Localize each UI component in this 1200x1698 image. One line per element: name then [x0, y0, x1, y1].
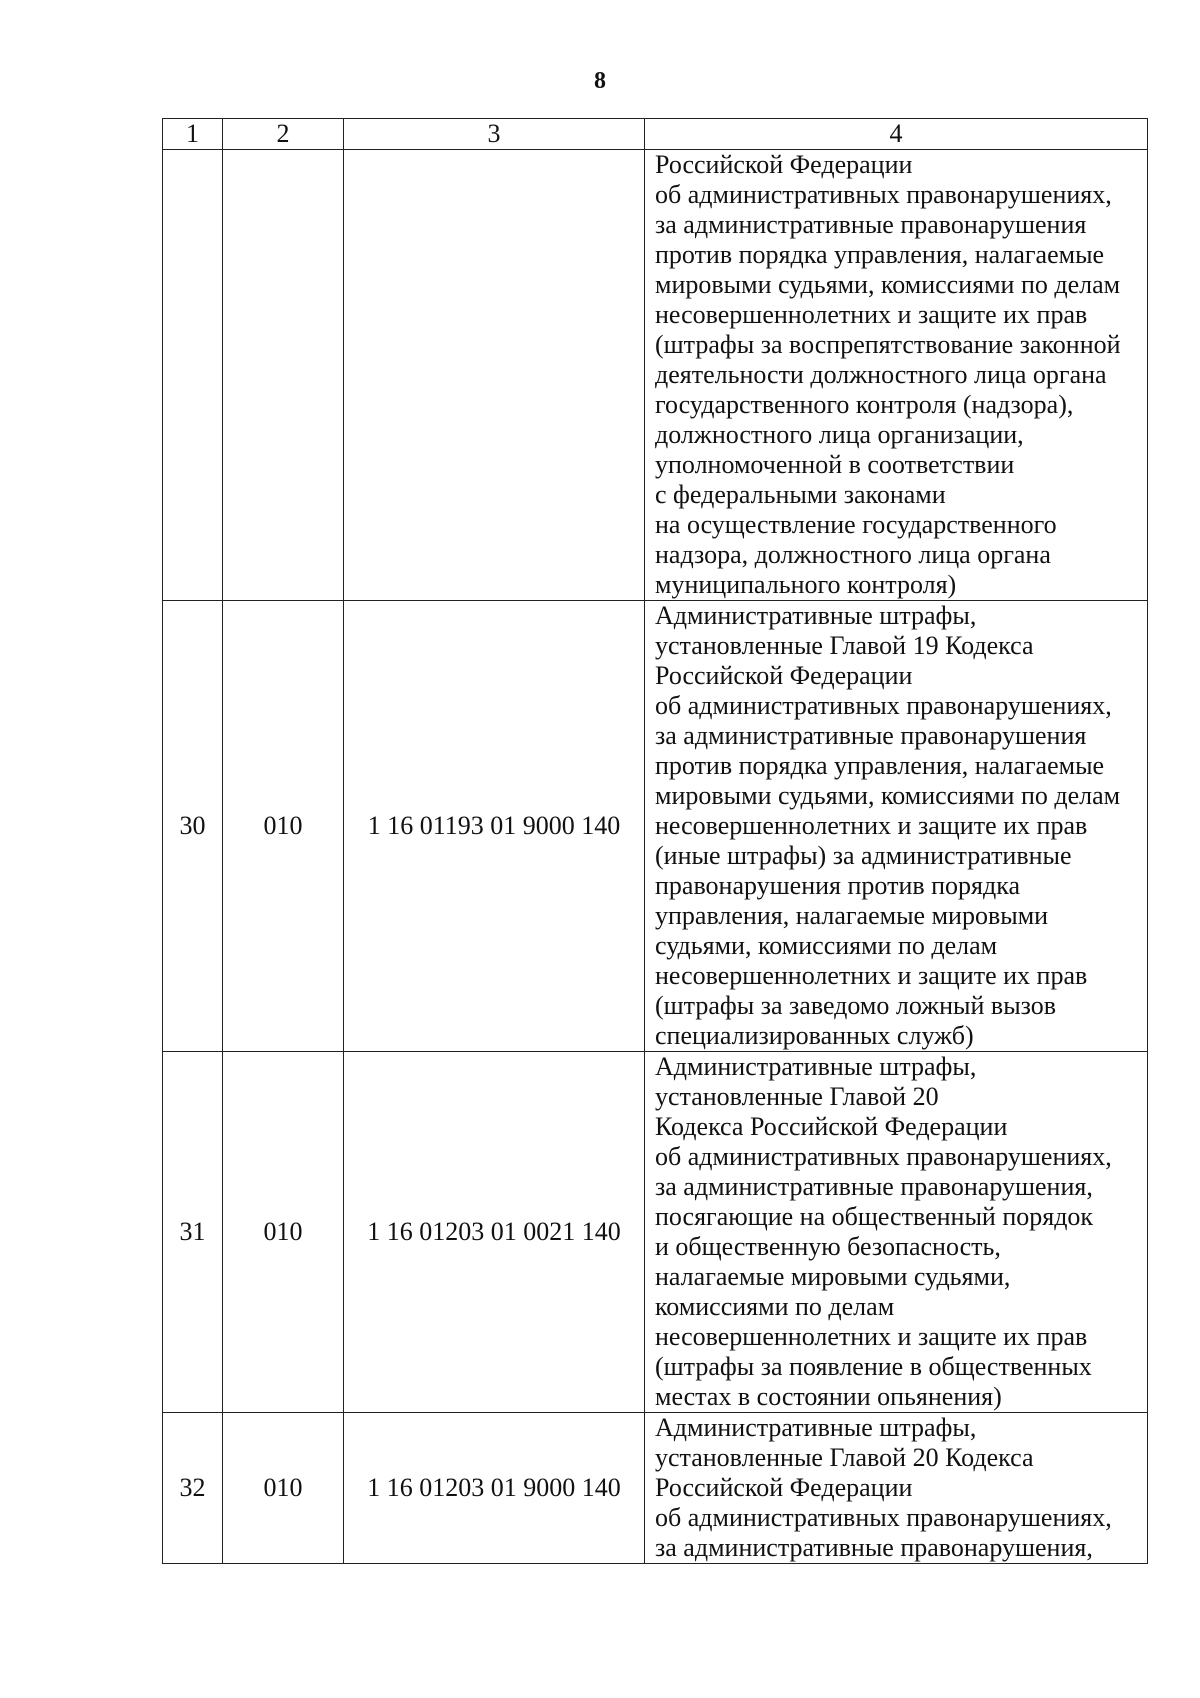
row-number-cell [163, 150, 223, 601]
description-line: должностного лица организации, [655, 420, 1024, 449]
description-line: комиссиями по делам [655, 1292, 895, 1321]
description-line: об административных правонарушениях, [655, 1142, 1112, 1171]
description-lines [655, 1052, 1143, 1412]
description-line: Административные штрафы, [655, 1413, 977, 1442]
description-line: несовершеннолетних и защите их прав [655, 811, 1088, 840]
table-body [163, 150, 1148, 1564]
description-line: специализированных служб) [655, 1021, 974, 1050]
description-line: Российской Федерации [655, 150, 913, 179]
revenue-description-cell [645, 150, 1148, 601]
description-line: несовершеннолетних и защите их прав [655, 300, 1088, 329]
description-line: (штрафы за появление в общественных [655, 1352, 1092, 1381]
admin-code-cell: 010 [223, 601, 344, 1052]
description-line: посягающие на общественный порядок [655, 1202, 1094, 1231]
header-row [163, 119, 1148, 150]
revenue-description-cell [645, 601, 1148, 1052]
description-line: об административных правонарушениях, [655, 1503, 1112, 1532]
column-header-4: 4 [645, 119, 1148, 150]
row-number-cell: 30 [163, 601, 223, 1052]
column-header-3: 3 [344, 119, 645, 150]
description-line: (штрафы за заведомо ложный вызов [655, 991, 1057, 1020]
description-line: об административных правонарушениях, [655, 180, 1112, 209]
budget-classification-code-cell: 1 16 01203 01 9000 140 [344, 1413, 645, 1564]
admin-code-cell: 010 [223, 1052, 344, 1413]
description-line: установленные Главой 20 Кодекса [655, 1443, 1034, 1472]
admin-code-cell [223, 150, 344, 601]
description-line: (штрафы за воспрепятствование законной [655, 330, 1121, 359]
description-line: Кодекса Российской Федерации [655, 1112, 1008, 1141]
table-header [163, 119, 1148, 150]
description-line: против порядка управления, налагаемые [655, 751, 1105, 780]
description-line: деятельности должностного лица органа [655, 360, 1107, 389]
budget-classification-code-cell [344, 150, 645, 601]
row-number-cell: 32 [163, 1413, 223, 1564]
description-line: за административные правонарушения [655, 210, 1087, 239]
table-row [163, 1413, 1148, 1564]
description-lines [655, 601, 1143, 1051]
table-row [163, 1052, 1148, 1413]
description-line: правонарушения против порядка [655, 871, 1021, 900]
budget-code-table [162, 118, 1148, 1564]
revenue-description-cell [645, 1413, 1148, 1564]
description-line: об административных правонарушениях, [655, 691, 1112, 720]
description-line: мировыми судьями, комиссиями по делам [655, 270, 1121, 299]
description-line: налагаемые мировыми судьями, [655, 1262, 1011, 1291]
column-header-2: 2 [223, 119, 344, 150]
budget-classification-code-cell: 1 16 01203 01 0021 140 [344, 1052, 645, 1413]
budget-classification-code-cell: 1 16 01193 01 9000 140 [344, 601, 645, 1052]
description-line: Российской Федерации [655, 1473, 913, 1502]
description-line: на осуществление государственного [655, 510, 1057, 539]
description-line: управления, налагаемые мировыми [655, 901, 1049, 930]
description-line: мировыми судьями, комиссиями по делам [655, 781, 1121, 810]
description-line: за административные правонарушения, [655, 1533, 1093, 1562]
description-line: несовершеннолетних и защите их прав [655, 961, 1088, 990]
description-line: и общественную безопасность, [655, 1232, 1001, 1261]
description-line: надзора, должностного лица органа [655, 540, 1051, 569]
description-line: местах в состоянии опьянения) [655, 1382, 1002, 1411]
admin-code-cell: 010 [223, 1413, 344, 1564]
page-number: 8 [594, 68, 606, 94]
description-line: за административные правонарушения, [655, 1172, 1093, 1201]
description-lines [655, 1413, 1143, 1563]
table-row [163, 601, 1148, 1052]
revenue-description-cell [645, 1052, 1148, 1413]
description-line: Административные штрафы, [655, 601, 977, 630]
description-line: судьями, комиссиями по делам [655, 931, 998, 960]
description-line: против порядка управления, налагаемые [655, 240, 1105, 269]
description-line: уполномоченной в соответствии [655, 450, 1015, 479]
description-lines [655, 150, 1143, 600]
description-line: несовершеннолетних и защите их прав [655, 1322, 1088, 1351]
table-row [163, 150, 1148, 601]
description-line: (иные штрафы) за административные [655, 841, 1072, 870]
description-line: муниципального контроля) [655, 570, 957, 599]
description-line: государственного контроля (надзора), [655, 390, 1074, 419]
description-line: Российской Федерации [655, 661, 913, 690]
description-line: с федеральными законами [655, 480, 946, 509]
column-header-1: 1 [163, 119, 223, 150]
row-number-cell: 31 [163, 1052, 223, 1413]
description-line: за административные правонарушения [655, 721, 1087, 750]
description-line: Административные штрафы, [655, 1052, 977, 1081]
description-line: установленные Главой 19 Кодекса [655, 631, 1034, 660]
description-line: установленные Главой 20 [655, 1082, 939, 1111]
